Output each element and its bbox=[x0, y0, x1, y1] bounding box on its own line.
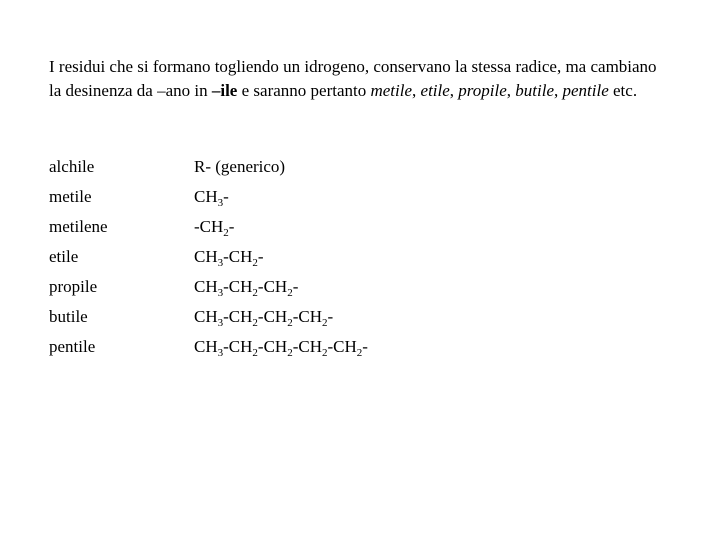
formula-subscript: 2 bbox=[356, 347, 363, 359]
residue-name: etile bbox=[49, 247, 79, 266]
list-separator: , bbox=[412, 81, 421, 100]
formula-group: -CH bbox=[327, 337, 357, 356]
formula-group: CH bbox=[194, 307, 218, 326]
formula-group: -CH bbox=[292, 307, 322, 326]
example-residue: etile bbox=[420, 81, 450, 100]
residue-name: butile bbox=[49, 307, 88, 326]
example-residue: metile bbox=[370, 81, 413, 100]
intro-ending: etc. bbox=[608, 81, 638, 100]
formula-group: - bbox=[362, 337, 368, 356]
residue-formula bbox=[194, 332, 368, 362]
residue-formula bbox=[194, 272, 298, 302]
residue-formula bbox=[194, 212, 234, 242]
formula-subscript: 3 bbox=[217, 287, 224, 299]
list-separator: , bbox=[449, 81, 459, 100]
formula-group: CH bbox=[194, 277, 218, 296]
intro-suffix-ile: –ile bbox=[211, 81, 238, 100]
residue-row bbox=[49, 272, 609, 302]
formula-group: -CH bbox=[223, 307, 253, 326]
example-residue: pentile bbox=[562, 81, 609, 100]
formula-group: R- (generico) bbox=[194, 157, 286, 176]
residue-formula bbox=[194, 302, 333, 332]
formula-subscript: 2 bbox=[223, 227, 229, 239]
formula-subscript: 2 bbox=[252, 257, 258, 269]
formula-group: - bbox=[327, 307, 334, 326]
residue-row bbox=[49, 212, 609, 242]
intro-paragraph bbox=[49, 55, 669, 103]
formula-subscript: 2 bbox=[287, 287, 293, 299]
residue-row bbox=[49, 182, 609, 212]
residue-row bbox=[49, 332, 609, 362]
intro-text: I residui che si formano togliendo un idrogeno, conservano la stessa radice, ma cambiano la desinenza da –ano in bbox=[49, 57, 657, 100]
formula-subscript: 2 bbox=[252, 287, 258, 299]
formula-group: CH bbox=[194, 187, 218, 206]
residue-row bbox=[49, 302, 609, 332]
formula-subscript: 2 bbox=[252, 317, 258, 329]
formula-subscript: 2 bbox=[321, 317, 328, 329]
residue-name: metile bbox=[49, 187, 92, 206]
residue-table bbox=[49, 152, 609, 362]
formula-group: -CH bbox=[292, 337, 322, 356]
formula-subscript: 3 bbox=[217, 317, 224, 329]
formula-subscript: 3 bbox=[217, 347, 224, 359]
formula-subscript: 2 bbox=[321, 347, 328, 359]
list-separator: , bbox=[554, 81, 563, 100]
residue-row bbox=[49, 152, 609, 182]
residue-formula bbox=[194, 152, 285, 182]
residue-name: propile bbox=[49, 277, 98, 296]
formula-group: -CH bbox=[257, 337, 288, 356]
formula-subscript: 2 bbox=[287, 347, 293, 359]
formula-group: -CH bbox=[257, 277, 288, 296]
residue-name: pentile bbox=[49, 337, 96, 356]
formula-group: - bbox=[292, 277, 299, 296]
formula-group: -CH bbox=[257, 307, 288, 326]
residue-formula bbox=[194, 242, 264, 272]
list-separator: , bbox=[506, 81, 516, 100]
residue-formula bbox=[194, 182, 229, 212]
formula-group: -CH bbox=[223, 337, 253, 356]
formula-group: -CH bbox=[194, 217, 224, 236]
residue-name: metilene bbox=[49, 217, 108, 236]
residue-row bbox=[49, 242, 609, 272]
example-residue: propile bbox=[458, 81, 507, 100]
formula-group: - bbox=[257, 247, 264, 266]
formula-subscript: 2 bbox=[252, 347, 258, 359]
formula-group: - bbox=[223, 187, 229, 206]
formula-group: CH bbox=[194, 337, 218, 356]
formula-group: - bbox=[228, 217, 235, 236]
formula-subscript: 2 bbox=[287, 317, 293, 329]
formula-group: CH bbox=[194, 247, 218, 266]
formula-subscript: 3 bbox=[217, 197, 224, 209]
example-residue: butile bbox=[515, 81, 554, 100]
formula-group: -CH bbox=[223, 247, 253, 266]
formula-subscript: 3 bbox=[217, 257, 224, 269]
intro-text-continued: e saranno pertanto bbox=[237, 81, 371, 100]
formula-group: -CH bbox=[223, 277, 253, 296]
residue-name: alchile bbox=[49, 157, 95, 176]
